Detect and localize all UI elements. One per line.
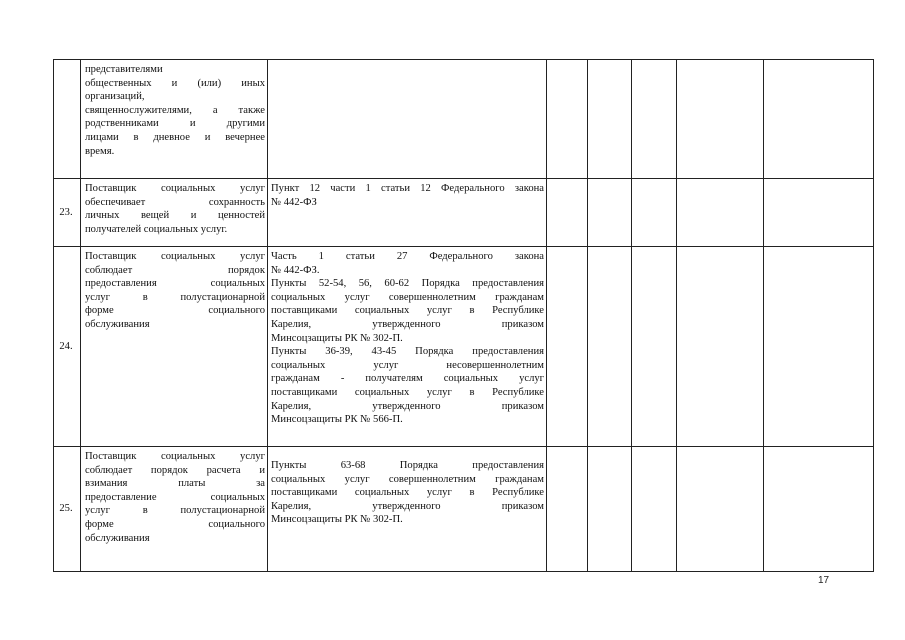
requirement-line: время. <box>85 145 115 157</box>
reference-line: социальных услуг несовершеннолетним <box>271 359 544 371</box>
requirement-line: Поставщик социальных услуг <box>85 451 265 462</box>
reference-line: Минсоцзащиты РК № 302-П. <box>271 332 403 344</box>
empty-cell <box>764 179 874 247</box>
reference-cell <box>268 247 547 447</box>
requirement-line: представителями <box>85 64 163 75</box>
empty-cell <box>677 60 764 179</box>
row-number: 24. <box>54 247 81 447</box>
row-number: 23. <box>54 179 81 247</box>
requirement-line: предоставления социальных <box>85 278 265 290</box>
empty-cell <box>677 247 764 447</box>
empty-cell <box>632 60 677 179</box>
reference-line: Карелия, утвержденного приказом <box>271 318 544 330</box>
requirement-line: взимания платы за <box>85 478 265 490</box>
empty-cell <box>588 60 632 179</box>
reference-line: № 442-ФЗ. <box>271 264 320 276</box>
reference-line: Минсоцзащиты РК № 566-П. <box>271 414 403 426</box>
table-body <box>54 60 874 572</box>
page-number: 17 <box>818 575 830 586</box>
table-row <box>54 247 874 447</box>
requirement-line: обеспечивает сохранность <box>85 196 265 208</box>
reference-cell <box>268 447 547 572</box>
reference-line: № 442-ФЗ <box>271 196 317 208</box>
empty-cell <box>632 247 677 447</box>
requirement-line: обслуживания <box>85 532 150 544</box>
row-number: 25. <box>54 447 81 572</box>
requirement-line: соблюдает порядок расчета и <box>85 464 265 476</box>
reference-cell <box>268 179 547 247</box>
requirement-cell <box>81 179 268 247</box>
requirement-line: организаций, <box>85 91 145 103</box>
requirement-line: общественных и (или) иных <box>85 77 265 89</box>
empty-cell <box>547 447 588 572</box>
reference-line: Карелия, утвержденного приказом <box>271 400 544 412</box>
empty-cell <box>764 60 874 179</box>
empty-cell <box>588 447 632 572</box>
reference-line: Пункт 12 части 1 статьи 12 Федерального закона <box>271 183 544 194</box>
requirement-line: Поставщик социальных услуг <box>85 251 265 262</box>
reference-line: поставщиками социальных услуг в Республике <box>271 386 544 398</box>
reference-line: социальных услуг совершеннолетним гражданам <box>271 473 544 485</box>
reference-line: поставщиками социальных услуг в Республике <box>271 305 544 317</box>
empty-cell <box>547 247 588 447</box>
table-row <box>54 60 874 179</box>
requirement-cell <box>81 60 268 179</box>
empty-cell <box>547 179 588 247</box>
empty-cell <box>588 179 632 247</box>
requirement-line: лицами в дневное и вечернее <box>85 131 265 143</box>
reference-line: гражданам - получателям социальных услуг <box>271 373 544 385</box>
reference-line: Пункты 63-68 Порядка предоставления <box>271 460 544 471</box>
reference-line: Пункты 52-54, 56, 60-62 Порядка предоставления <box>271 278 544 290</box>
empty-cell <box>677 179 764 247</box>
requirement-line: услуг в полустационарной <box>85 505 265 517</box>
empty-cell <box>764 447 874 572</box>
empty-cell <box>677 447 764 572</box>
requirement-line: услуг в полустационарной <box>85 291 265 303</box>
empty-cell <box>632 447 677 572</box>
table-row <box>54 447 874 572</box>
reference-line: Карелия, утвержденного приказом <box>271 500 544 512</box>
requirement-line: предоставление социальных <box>85 491 265 503</box>
requirement-line: получателей социальных услуг. <box>85 223 228 235</box>
requirement-cell <box>81 447 268 572</box>
reference-line: Часть 1 статьи 27 Федерального закона <box>271 251 544 262</box>
reference-line: Минсоцзащиты РК № 302-П. <box>271 514 403 526</box>
reference-line: социальных услуг совершеннолетним гражданам <box>271 291 544 303</box>
requirement-line: личных вещей и ценностей <box>85 210 265 222</box>
empty-cell <box>588 247 632 447</box>
empty-cell <box>632 179 677 247</box>
requirement-line: Поставщик социальных услуг <box>85 183 265 194</box>
requirement-line: форме социального <box>85 518 265 530</box>
requirement-line: форме социального <box>85 305 265 317</box>
requirement-cell <box>81 247 268 447</box>
reference-cell <box>268 60 547 179</box>
requirements-table <box>53 59 874 572</box>
reference-line: поставщиками социальных услуг в Республике <box>271 487 544 499</box>
row-number <box>54 60 81 179</box>
empty-cell <box>764 247 874 447</box>
reference-line: Пункты 36-39, 43-45 Порядка предоставления <box>271 346 544 358</box>
table-row <box>54 179 874 247</box>
empty-cell <box>547 60 588 179</box>
requirement-line: соблюдает порядок <box>85 264 265 276</box>
requirement-line: обслуживания <box>85 318 150 330</box>
requirement-line: священнослужителями, а также <box>85 104 265 116</box>
requirement-line: родственниками и другими <box>85 118 265 130</box>
